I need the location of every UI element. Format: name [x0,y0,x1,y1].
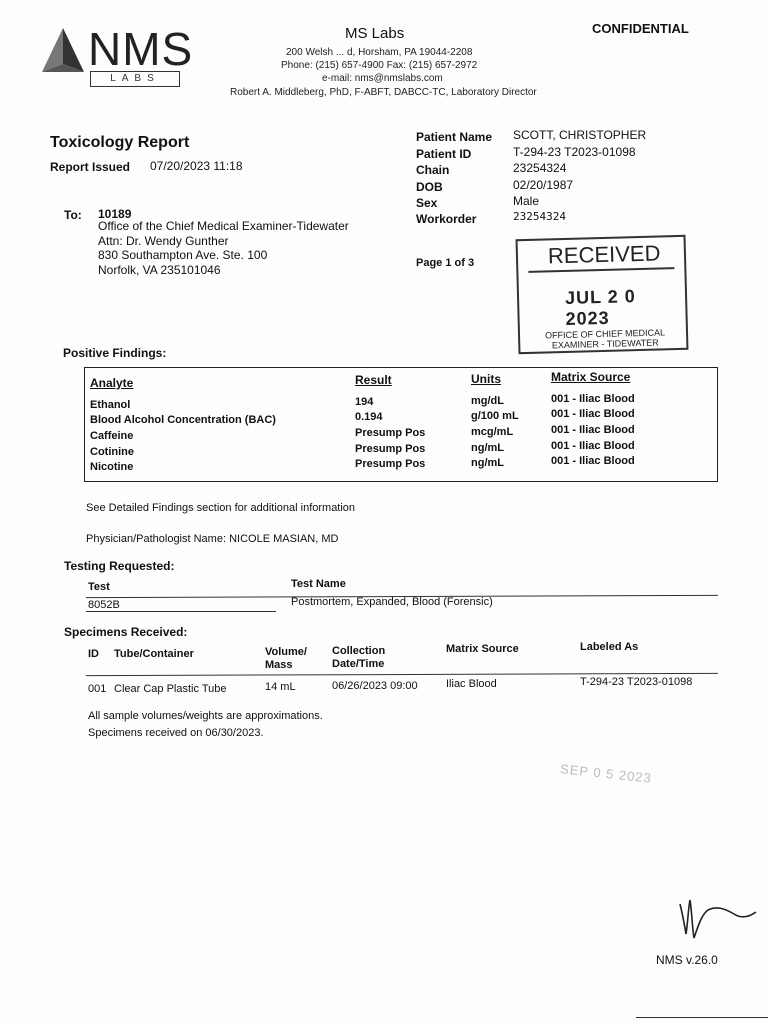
patient-label: Patient ID [416,147,472,161]
patient-value: 02/20/1987 [513,178,574,192]
specimen-col-collection: Collection [332,645,386,657]
stamp-office: OFFICE OF CHIEF MEDICAL EXAMINER - TIDEWATER [544,327,666,351]
specimen-volume: 14 mL [265,681,296,693]
to-label: To: [64,208,82,222]
to-line: Office of the Chief Medical Examiner-Tidewater [98,219,349,233]
column-header: Matrix Source [551,370,631,384]
footer-rule [636,1017,768,1018]
specimen-tube: Clear Cap Plastic Tube [114,683,227,695]
patient-label: DOB [416,180,443,194]
form-version: NMS v.26.0 [656,953,718,967]
signature-icon [678,892,758,942]
lab-phone: Phone: (215) 657-4900 Fax: (215) 657-2972 [281,60,478,71]
analyte-cell: Cotinine [90,446,134,458]
lab-name: MS Labs [345,25,405,42]
positive-findings-heading: Positive Findings: [63,346,167,360]
units-cell: ng/mL [471,442,504,454]
report-title: Toxicology Report [50,134,190,151]
page-number: Page 1 of 3 [416,257,475,269]
confidential-label: CONFIDENTIAL [592,21,689,36]
to-line: Attn: Dr. Wendy Gunther [98,234,229,248]
test-underline [86,611,276,612]
result-cell: Presump Pos [355,427,426,439]
patient-label: Sex [416,196,438,210]
matrix-cell: 001 - Iliac Blood [551,408,635,420]
specimen-note: All sample volumes/weights are approximations. [88,710,323,722]
specimen-col-datetime: Date/Time [332,658,385,670]
matrix-cell: 001 - Iliac Blood [551,440,635,452]
patient-value: SCOTT, CHRISTOPHER [513,128,647,142]
specimen-col-labeled: Labeled As [580,641,639,653]
patient-label: Chain [416,163,450,177]
specimen-col-matrix: Matrix Source [446,643,519,655]
result-cell: 194 [355,396,374,408]
report-issued-label: Report Issued [50,160,131,174]
column-header: Units [471,372,501,386]
physician-name: Physician/Pathologist Name: NICOLE MASIAN, MD [86,533,339,545]
lab-email: e-mail: nms@nmslabs.com [322,73,443,84]
stamp-date: JUL 2 0 2023 [564,286,637,329]
units-cell: ng/mL [471,457,504,469]
patient-value: T-294-23 T2023-01098 [513,145,636,159]
analyte-cell: Nicotine [90,461,134,473]
units-cell: mcg/mL [471,426,514,438]
logo-labs: LABS [90,71,180,87]
units-cell: g/100 mL [471,410,519,422]
analyte-cell: Blood Alcohol Concentration (BAC) [90,414,276,426]
specimen-labeled: T-294-23 T2023-01098 [580,676,693,688]
specimen-note: Specimens received on 06/30/2023. [88,727,264,739]
column-header: Result [355,373,392,387]
test-column-header: Test [88,581,110,593]
patient-label: Patient Name [416,130,493,144]
to-line: Norfolk, VA 235101046 [98,263,221,277]
specimen-col-tube: Tube/Container [114,648,194,660]
received-stamp [516,235,689,354]
lab-address: 200 Welsh ... d, Horsham, PA 19044-2208 [286,47,473,58]
testing-heading: Testing Requested: [64,559,175,573]
lab-director: Robert A. Middleberg, PhD, F-ABFT, DABCC-TC, Laboratory Director [230,87,537,98]
specimen-col-id: ID [88,648,99,660]
matrix-cell: 001 - Iliac Blood [551,393,635,405]
specimen-col-volume: Volume/ [265,646,307,658]
report-issued-value: 07/20/2023 11:18 [150,159,243,173]
column-header: Analyte [90,376,134,390]
matrix-cell: 001 - Iliac Blood [551,424,635,436]
result-cell: Presump Pos [355,443,426,455]
result-cell: Presump Pos [355,458,426,470]
units-cell: mg/dL [471,395,504,407]
faint-date-stamp: SEP 0 5 2023 [559,761,653,786]
analyte-cell: Ethanol [90,399,131,411]
stamp-title: RECEIVED [547,240,661,269]
patient-value: 23254324 [513,161,567,175]
patient-value: 23254324 [513,210,566,223]
patient-label: Workorder [416,212,477,226]
matrix-cell: 001 - Iliac Blood [551,455,635,467]
specimen-col-mass: Mass [265,659,293,671]
result-cell: 0.194 [355,411,383,423]
test-name-column-header: Test Name [291,578,346,590]
specimens-heading: Specimens Received: [64,625,188,639]
patient-value: Male [513,194,540,208]
specimen-collection: 06/26/2023 09:00 [332,680,418,692]
test-name: Postmortem, Expanded, Blood (Forensic) [291,596,493,608]
nms-logo-icon [42,28,84,74]
to-line: 10189 [98,207,132,221]
analyte-cell: Caffeine [90,430,134,442]
specimen-matrix: Iliac Blood [446,678,497,690]
specimen-id: 001 [88,683,107,695]
detailed-findings-note: See Detailed Findings section for additional information [86,502,356,514]
test-code: 8052B [88,599,120,611]
logo-text: NMS [88,23,194,75]
to-line: 830 Southampton Ave. Ste. 100 [98,248,268,262]
